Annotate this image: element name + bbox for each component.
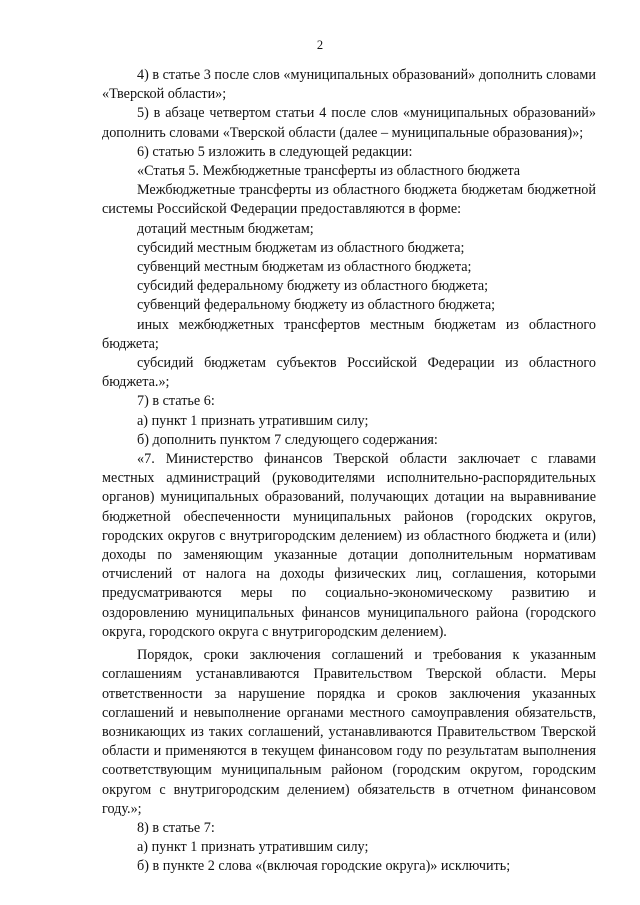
transfer-form-item: субсидий бюджетам субъектов Российской Федерации из областного бюджета.»; xyxy=(102,355,596,391)
paragraph-item-8: 8) в статье 7: xyxy=(137,819,215,836)
sub-item-b: б) дополнить пунктом 7 следующего содержания: xyxy=(137,431,438,448)
article-5-intro: Межбюджетные трансферты из областного бюджета бюджетам бюджетной системы Российской Федерации предоставляются в форме: xyxy=(102,182,596,218)
procedure-paragraph: Порядок, сроки заключения соглашений и требования к указанным соглашениям устанавливаются Правительством Тверской области. Меры ответственности за нарушение порядка и сроков заключения указанных соглашений и невыполнение органами местного самоуправления обязательств, возникающих из таких соглашений, устанавливаются Правительством Тверской области и применяются в текущем финансовом году по результатам выполнения соответствующим муниципальным районом (городским округом, городским округом с внутригородским делением) обязательств в отчетном финансовом году.»; xyxy=(102,647,596,817)
sub-item-a: а) пункт 1 признать утратившим силу; xyxy=(137,839,369,856)
transfer-form-item: субсидий федеральному бюджету из областного бюджета; xyxy=(137,278,489,295)
paragraph-item-4: 4) в статье 3 после слов «муниципальных образований» дополнить словами «Тверской области»; xyxy=(102,67,596,103)
transfer-form-item: субсидий местным бюджетам из областного бюджета; xyxy=(137,239,465,256)
paragraph-item-5: 5) в абзаце четвертом статьи 4 после слов «муниципальных образований» дополнить словами «Тверской области (далее – муниципальные образования)»; xyxy=(102,105,596,141)
clause-7-text: «7. Министерство финансов Тверской области заключает с главами местных администраций (руководителями исполнительно-распорядительных органов) муниципальных образований, получающих дотации на выравнивание бюджетной обеспеченности муниципальных районов (городских округов, городских округов с внутригородским делением) из областного бюджета и (или) доходы по заменяющим указанные дотации дополнительным нормативам отчислений от налога на доходы физических лиц, соглашения, которыми предусматриваются меры по социально-экономическому развитию и оздоровлению муниципальных финансов муниципального района (городского округа, городского округа с внутригородским делением). xyxy=(102,451,596,640)
transfer-form-item: дотаций местным бюджетам; xyxy=(137,220,314,237)
paragraph-item-6: 6) статью 5 изложить в следующей редакции: xyxy=(137,143,413,160)
transfer-form-item: иных межбюджетных трансфертов местным бюджетам из областного бюджета; xyxy=(102,316,596,352)
paragraph-item-7: 7) в статье 6: xyxy=(137,393,215,410)
document-body xyxy=(102,66,596,877)
page-number: 2 xyxy=(316,38,324,52)
sub-item-a: а) пункт 1 признать утратившим силу; xyxy=(137,412,369,429)
sub-item-b: б) в пункте 2 слова «(включая городские округа)» исключить; xyxy=(137,858,511,875)
article-5-heading: «Статья 5. Межбюджетные трансферты из областного бюджета xyxy=(137,163,521,180)
transfer-form-item: субвенций местным бюджетам из областного бюджета; xyxy=(137,259,472,276)
transfer-form-item: субвенций федеральному бюджету из областного бюджета; xyxy=(137,297,496,314)
